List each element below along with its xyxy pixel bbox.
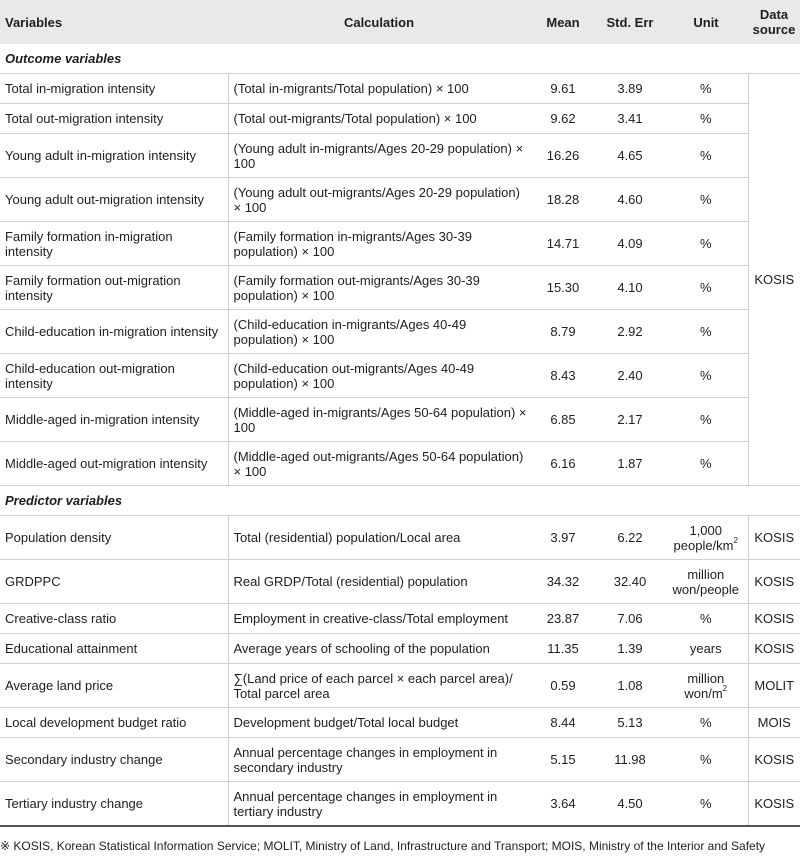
- calculation: (Child-education in-migrants/Ages 40-49 population) × 100: [228, 310, 530, 354]
- std-err-value: 32.40: [596, 560, 664, 604]
- variable-name: Total out-migration intensity: [0, 104, 228, 134]
- table-row: [0, 664, 800, 708]
- calculation: (Child-education out-migrants/Ages 40-49 population) × 100: [228, 354, 530, 398]
- header-unit: Unit: [664, 0, 748, 44]
- calculation: Development budget/Total local budget: [228, 708, 530, 738]
- calculation: (Family formation in-migrants/Ages 30-39 population) × 100: [228, 222, 530, 266]
- table-row: [0, 604, 800, 634]
- header-variables: Variables: [0, 0, 228, 44]
- calculation: (Total in-migrants/Total population) × 100: [228, 74, 530, 104]
- unit: [664, 560, 748, 604]
- data-source: MOIS: [748, 708, 800, 738]
- table-row: [0, 310, 800, 354]
- mean-value: 9.62: [530, 104, 596, 134]
- std-err-value: 11.98: [596, 738, 664, 782]
- unit: [664, 664, 748, 708]
- variable-name: Family formation in-migration intensity: [0, 222, 228, 266]
- mean-value: 8.43: [530, 354, 596, 398]
- unit-text: %: [699, 752, 712, 767]
- variable-name: Child-education out-migration intensity: [0, 354, 228, 398]
- mean-value: 16.26: [530, 134, 596, 178]
- calculation: Total (residential) population/Local area: [228, 516, 530, 560]
- std-err-value: 4.60: [596, 178, 664, 222]
- unit: %: [664, 266, 748, 310]
- variable-name: Creative-class ratio: [0, 604, 228, 634]
- variable-name: Middle-aged out-migration intensity: [0, 442, 228, 486]
- mean-value: 3.97: [530, 516, 596, 560]
- std-err-value: 1.87: [596, 442, 664, 486]
- header-data-source: Data source: [748, 0, 800, 44]
- unit-text: million won/m: [684, 670, 725, 701]
- mean-value: 0.59: [530, 664, 596, 708]
- variable-name: GRDPPC: [0, 560, 228, 604]
- calculation: Annual percentage changes in employment in secondary industry: [228, 738, 530, 782]
- calculation: Real GRDP/Total (residential) population: [228, 560, 530, 604]
- mean-value: 14.71: [530, 222, 596, 266]
- calculation: (Young adult in-migrants/Ages 20-29 population) × 100: [228, 134, 530, 178]
- data-source: KOSIS: [748, 634, 800, 664]
- calculation: ∑(Land price of each parcel × each parcel area)/ Total parcel area: [228, 664, 530, 708]
- unit: [664, 738, 748, 782]
- std-err-value: 5.13: [596, 708, 664, 738]
- data-source: KOSIS: [748, 782, 800, 827]
- unit: %: [664, 178, 748, 222]
- unit: [664, 604, 748, 634]
- data-source: KOSIS: [748, 738, 800, 782]
- variable-name: Family formation out-migration intensity: [0, 266, 228, 310]
- std-err-value: 4.50: [596, 782, 664, 827]
- variable-name: Educational attainment: [0, 634, 228, 664]
- data-source: KOSIS: [748, 604, 800, 634]
- mean-value: 18.28: [530, 178, 596, 222]
- unit: [664, 782, 748, 827]
- header-std-err: Std. Err: [596, 0, 664, 44]
- std-err-value: 3.41: [596, 104, 664, 134]
- unit: [664, 634, 748, 664]
- table-row: [0, 708, 800, 738]
- variable-name: Child-education in-migration intensity: [0, 310, 228, 354]
- calculation: (Middle-aged out-migrants/Ages 50-64 population) × 100: [228, 442, 530, 486]
- std-err-value: 2.40: [596, 354, 664, 398]
- std-err-value: 2.17: [596, 398, 664, 442]
- mean-value: 34.32: [530, 560, 596, 604]
- unit-text: %: [699, 611, 712, 626]
- mean-value: 5.15: [530, 738, 596, 782]
- unit-text: million won/people: [672, 566, 739, 597]
- mean-value: 8.44: [530, 708, 596, 738]
- unit-text: %: [699, 796, 712, 811]
- variable-name: Middle-aged in-migration intensity: [0, 398, 228, 442]
- section-title-predictor: Predictor variables: [0, 486, 800, 516]
- unit-text: years: [689, 641, 722, 656]
- unit: %: [664, 398, 748, 442]
- unit: %: [664, 442, 748, 486]
- data-source: KOSIS: [748, 560, 800, 604]
- unit: [664, 516, 748, 560]
- variable-name: Tertiary industry change: [0, 782, 228, 827]
- table-row: [0, 398, 800, 442]
- std-err-value: 1.08: [596, 664, 664, 708]
- variable-name: Total in-migration intensity: [0, 74, 228, 104]
- unit: %: [664, 310, 748, 354]
- calculation: Employment in creative-class/Total employment: [228, 604, 530, 634]
- variable-name: Average land price: [0, 664, 228, 708]
- calculation: Annual percentage changes in employment in tertiary industry: [228, 782, 530, 827]
- table-row: [0, 634, 800, 664]
- header-calculation: Calculation: [228, 0, 530, 44]
- mean-value: 9.61: [530, 74, 596, 104]
- mean-value: 11.35: [530, 634, 596, 664]
- unit: %: [664, 134, 748, 178]
- unit-superscript: 2: [733, 536, 738, 546]
- variable-name: Secondary industry change: [0, 738, 228, 782]
- unit-text: %: [699, 715, 712, 730]
- std-err-value: 4.10: [596, 266, 664, 310]
- unit: %: [664, 104, 748, 134]
- table-row: [0, 134, 800, 178]
- table-body: [0, 44, 800, 826]
- variable-name: Young adult out-migration intensity: [0, 178, 228, 222]
- std-err-value: 4.09: [596, 222, 664, 266]
- unit: %: [664, 354, 748, 398]
- table-row: [0, 782, 800, 827]
- table-row: [0, 178, 800, 222]
- data-source: KOSIS: [748, 74, 800, 486]
- table-row: [0, 104, 800, 134]
- table-row: [0, 266, 800, 310]
- table-row: [0, 74, 800, 104]
- table-row: [0, 222, 800, 266]
- table-footnote: ※ KOSIS, Korean Statistical Information Service; MOLIT, Ministry of Land, Infrastructure and Transport; MOIS, Ministry of the Interior and Safety: [0, 839, 766, 853]
- unit: %: [664, 222, 748, 266]
- header-mean: Mean: [530, 0, 596, 44]
- section-title-outcome: Outcome variables: [0, 44, 800, 74]
- calculation: (Young adult out-migrants/Ages 20-29 population) × 100: [228, 178, 530, 222]
- variable-name: Young adult in-migration intensity: [0, 134, 228, 178]
- mean-value: 8.79: [530, 310, 596, 354]
- std-err-value: 1.39: [596, 634, 664, 664]
- mean-value: 6.16: [530, 442, 596, 486]
- mean-value: 15.30: [530, 266, 596, 310]
- std-err-value: 3.89: [596, 74, 664, 104]
- table-row: [0, 516, 800, 560]
- calculation: (Middle-aged in-migrants/Ages 50-64 population) × 100: [228, 398, 530, 442]
- calculation: (Total out-migrants/Total population) × 100: [228, 104, 530, 134]
- std-err-value: 7.06: [596, 604, 664, 634]
- std-err-value: 2.92: [596, 310, 664, 354]
- unit-text: 1,000 people/km: [673, 522, 734, 553]
- table-header: [0, 0, 800, 44]
- std-err-value: 6.22: [596, 516, 664, 560]
- data-source: KOSIS: [748, 516, 800, 560]
- table-row: [0, 560, 800, 604]
- section-row: [0, 486, 800, 516]
- std-err-value: 4.65: [596, 134, 664, 178]
- data-source: MOLIT: [748, 664, 800, 708]
- table-row: [0, 354, 800, 398]
- mean-value: 6.85: [530, 398, 596, 442]
- table-row: [0, 442, 800, 486]
- table-row: [0, 738, 800, 782]
- unit: [664, 708, 748, 738]
- mean-value: 3.64: [530, 782, 596, 827]
- calculation: (Family formation out-migrants/Ages 30-39 population) × 100: [228, 266, 530, 310]
- unit: %: [664, 74, 748, 104]
- unit-superscript: 2: [722, 684, 728, 694]
- calculation: Average years of schooling of the population: [228, 634, 530, 664]
- variable-name: Local development budget ratio: [0, 708, 228, 738]
- variable-name: Population density: [0, 516, 228, 560]
- mean-value: 23.87: [530, 604, 596, 634]
